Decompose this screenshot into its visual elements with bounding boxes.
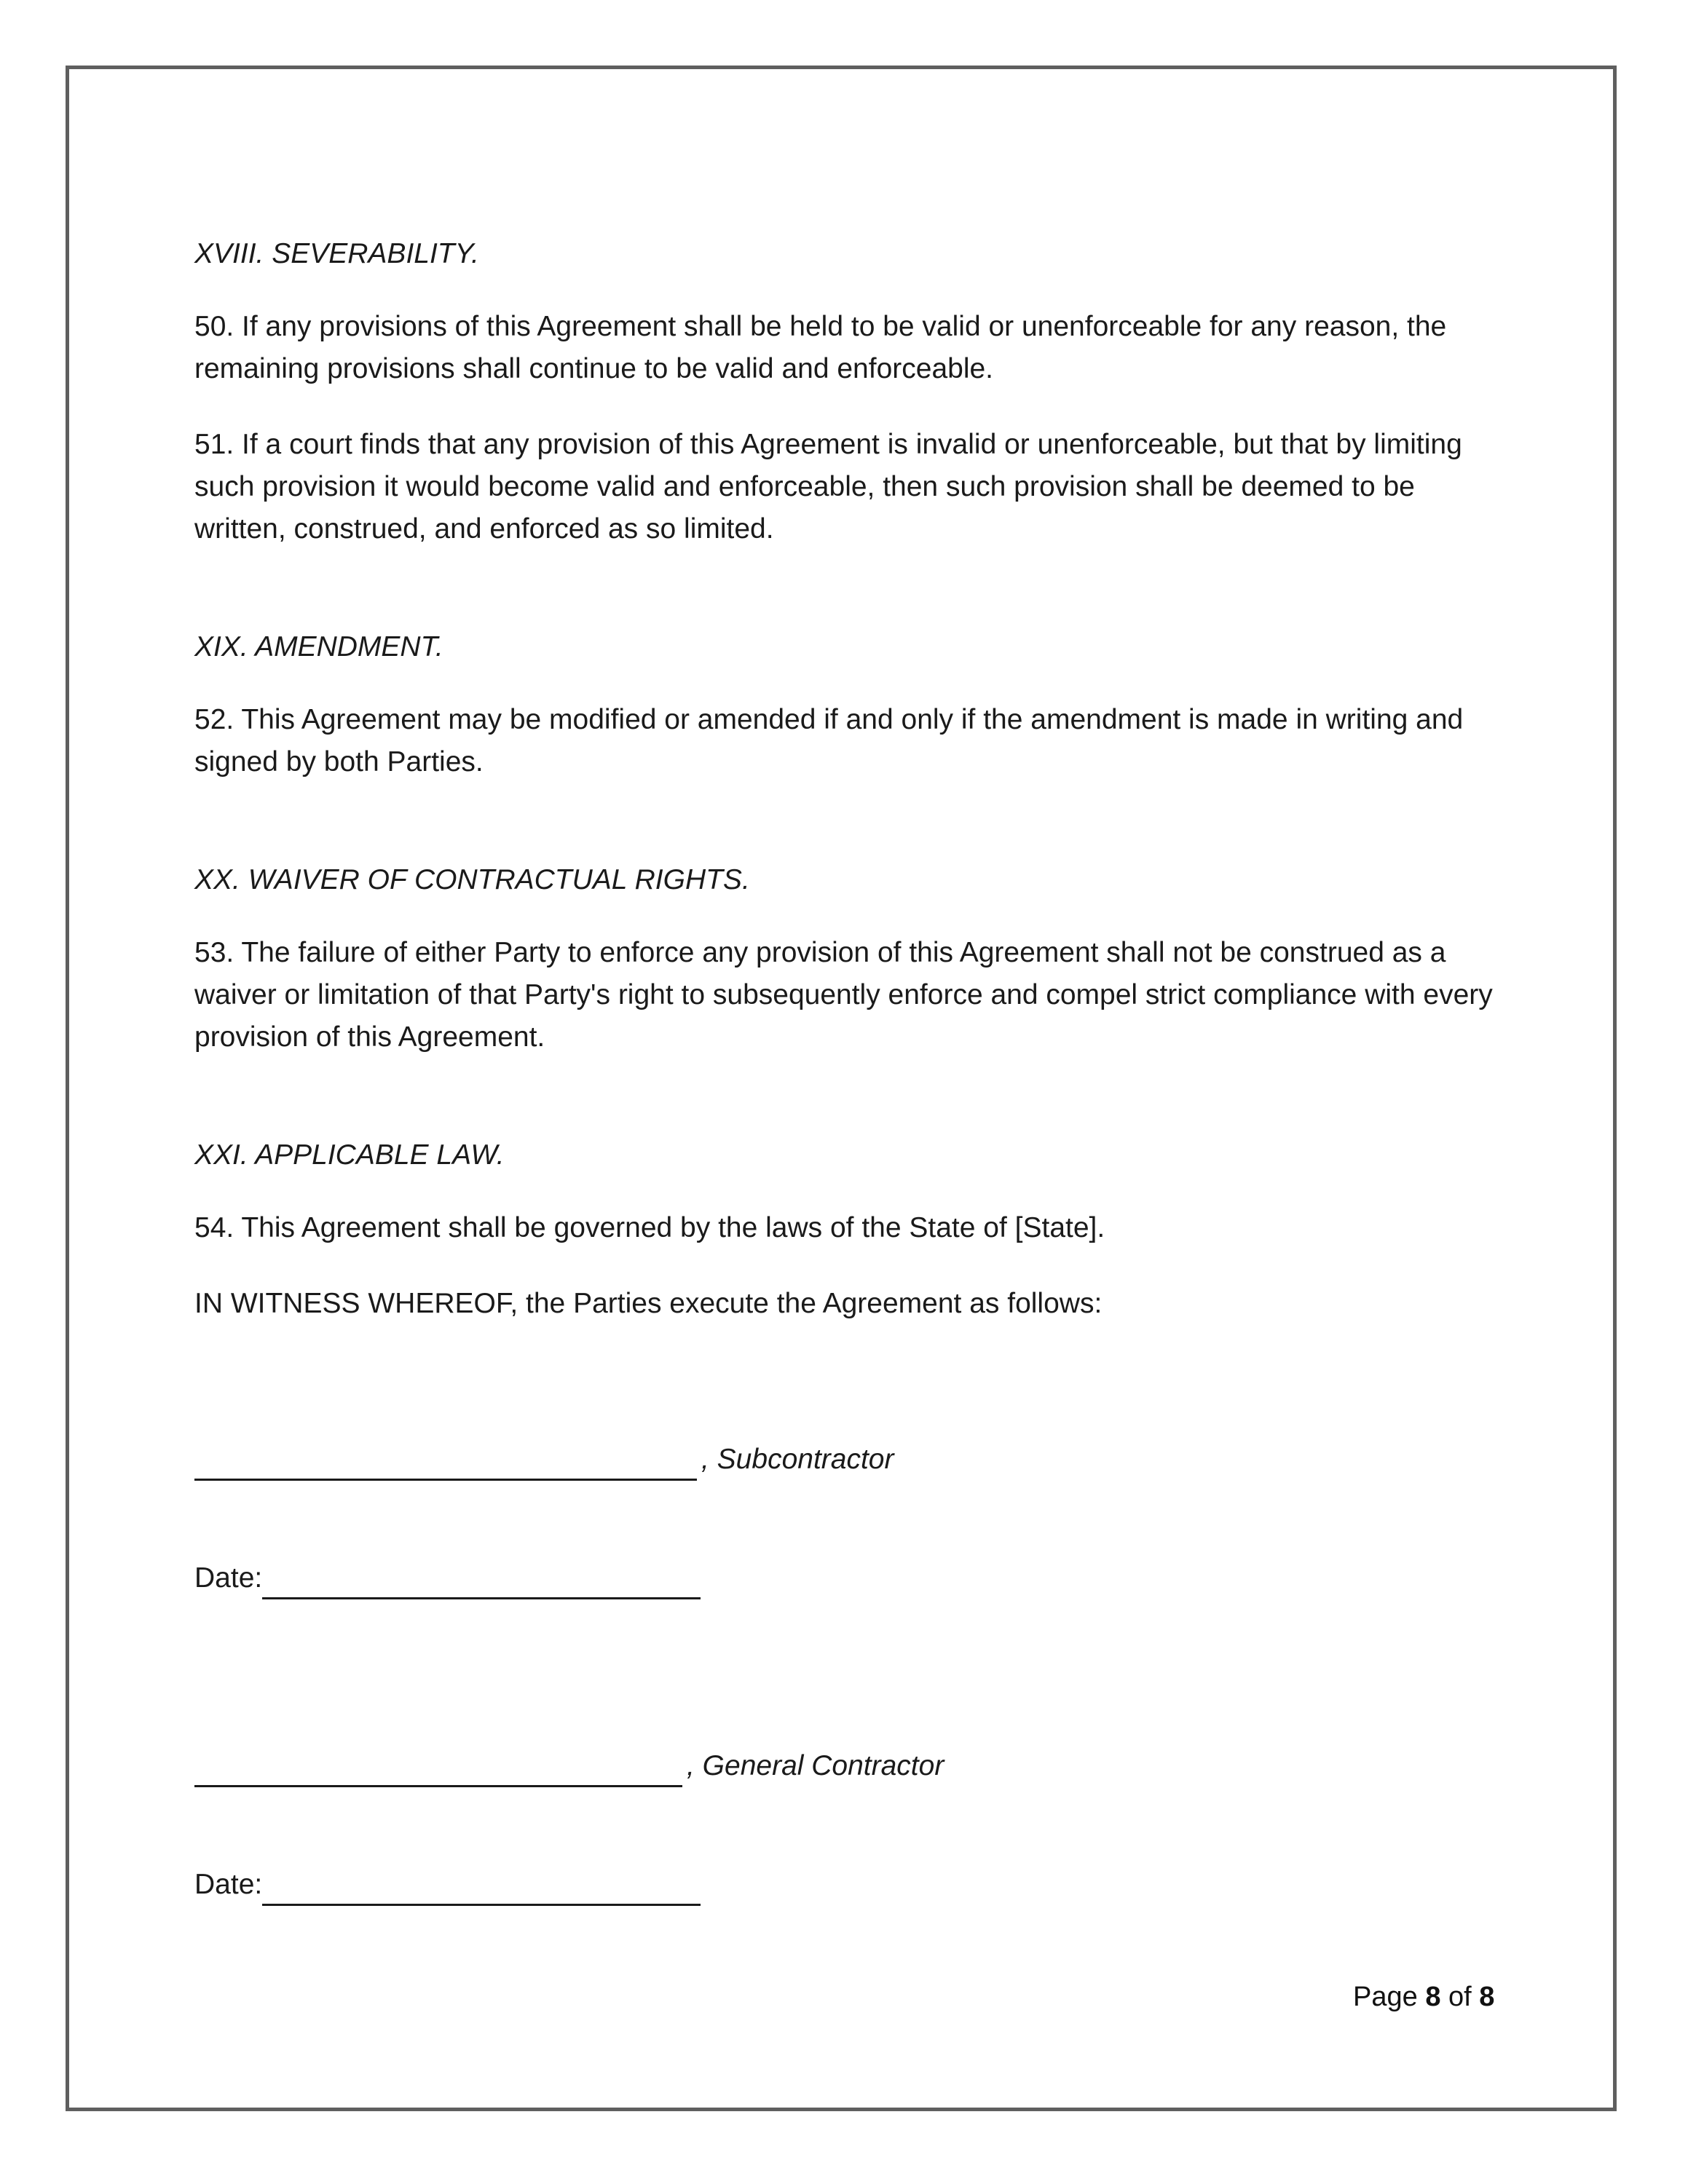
paragraph-53: 53. The failure of either Party to enforce any provision of this Agreement shall not be construed as a waiver or limitation of that Party's right to subsequently enforce and compel strict compliance with every provision of this Agreement. [194, 937, 1493, 1053]
section-applicable-law [194, 1134, 1505, 1249]
date-label: Date: [194, 1562, 263, 1594]
general-contractor-signature-field[interactable] [194, 1754, 682, 1787]
section-amendment [194, 626, 1505, 783]
section-heading: XX. WAIVER OF CONTRACTUAL RIGHTS. [194, 864, 750, 895]
paragraph-50: 50. If any provisions of this Agreement shall be held to be valid or unenforceable for any reason, the remaining provisions shall continue to be valid and enforceable. [194, 311, 1447, 384]
section-waiver [194, 859, 1505, 1059]
subcontractor-date-field[interactable] [262, 1567, 701, 1599]
subcontractor-date-line [194, 1557, 1505, 1599]
subcontractor-signature-line [194, 1439, 1505, 1481]
general-contractor-label: , General Contractor [687, 1750, 944, 1781]
section-heading: XIX. AMENDMENT. [194, 631, 443, 662]
paragraph-54: 54. This Agreement shall be governed by the laws of the State of [State]. [194, 1212, 1105, 1243]
current-page: 8 [1425, 1982, 1441, 2012]
paragraph-51: 51. If a court finds that any provision of this Agreement is invalid or unenforceable, but that by limiting such provision it would become valid and enforceable, then such provision shall be deemed to be written, construed, and enforced as so limited. [194, 429, 1462, 545]
total-pages: 8 [1479, 1982, 1495, 2012]
subcontractor-signature-field[interactable] [194, 1448, 697, 1481]
subcontractor-label: , Subcontractor [701, 1444, 894, 1475]
section-heading: XXI. APPLICABLE LAW. [194, 1139, 505, 1171]
section-severability [194, 233, 1505, 550]
page-of: of [1440, 1982, 1480, 2012]
page-prefix: Page [1353, 1982, 1426, 2012]
document-body [194, 233, 1505, 1906]
witness-statement: IN WITNESS WHEREOF, the Parties execute the Agreement as follows: [194, 1288, 1103, 1319]
date-label: Date: [194, 1869, 263, 1900]
general-contractor-signature-line [194, 1745, 1505, 1787]
general-contractor-date-field[interactable] [262, 1873, 701, 1906]
page-number [1353, 1979, 1494, 2015]
paragraph-52: 52. This Agreement may be modified or amended if and only if the amendment is made in writing and signed by both Parties. [194, 704, 1464, 778]
section-heading: XVIII. SEVERABILITY. [194, 238, 479, 269]
general-contractor-date-line [194, 1864, 1505, 1906]
